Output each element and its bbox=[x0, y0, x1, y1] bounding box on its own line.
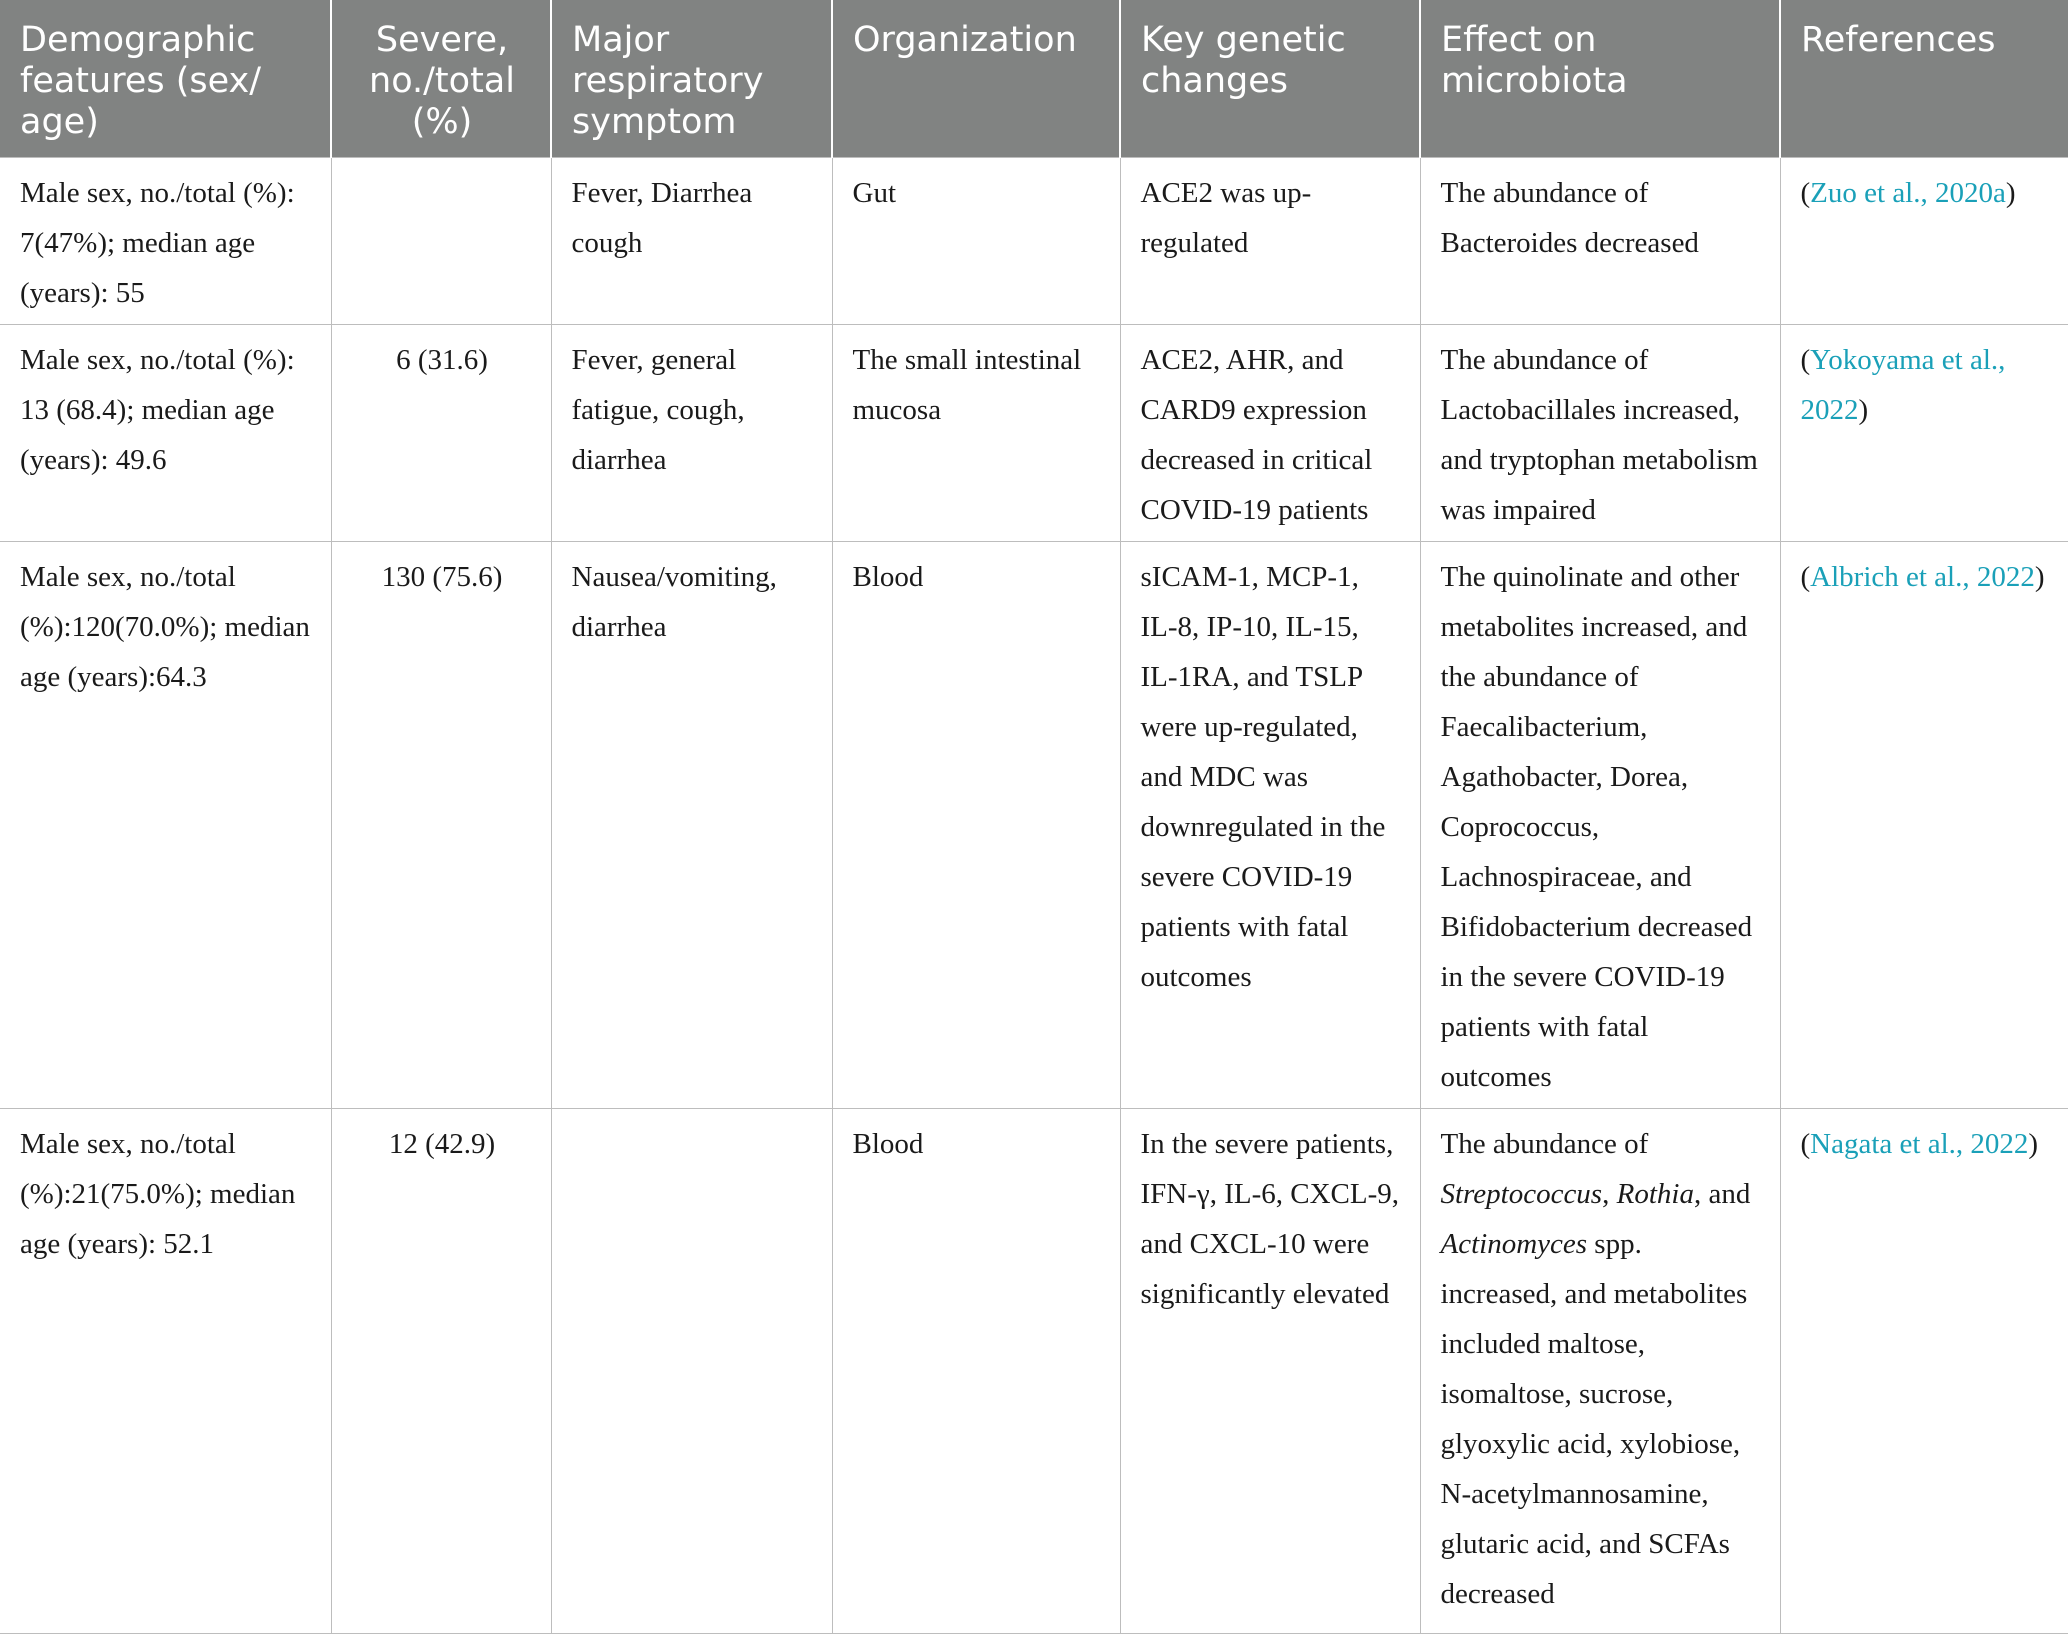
paren-close: ) bbox=[2028, 1127, 2039, 1160]
reference-link[interactable]: Zuo et al., 2020a bbox=[1810, 176, 2006, 209]
paren-open: ( bbox=[1800, 343, 1811, 376]
header-references: References bbox=[1780, 0, 2068, 157]
header-severe: Severe, no./total (%) bbox=[331, 0, 551, 157]
reference-link[interactable]: Albrich et al., 2022 bbox=[1810, 560, 2035, 593]
cell-severe: 12 (42.9) bbox=[331, 1108, 551, 1633]
cell-reference bbox=[1780, 324, 2068, 541]
cell-reference bbox=[1780, 157, 2068, 324]
reference-link[interactable]: Nagata et al., 2022 bbox=[1810, 1127, 2029, 1160]
cell-symptom: Nausea/vomiting, diarrhea bbox=[551, 541, 832, 1108]
cell-microbiota: The abundance of Lactobacillales increased, and tryptophan metabolism was impaired bbox=[1420, 324, 1780, 541]
table-row bbox=[0, 541, 2068, 1108]
cell-severe bbox=[331, 157, 551, 324]
header-genetic: Key genetic changes bbox=[1120, 0, 1420, 157]
paren-open: ( bbox=[1800, 560, 1811, 593]
cell-organization: Gut bbox=[832, 157, 1120, 324]
taxon-name: Rothia bbox=[1616, 1177, 1694, 1210]
cell-microbiota: The abundance of Bacteroides decreased bbox=[1420, 157, 1780, 324]
header-microbiota: Effect on microbiota bbox=[1420, 0, 1780, 157]
header-demographic: Demographic features (sex/ age) bbox=[0, 0, 331, 157]
cell-severe: 130 (75.6) bbox=[331, 541, 551, 1108]
header-organization: Organization bbox=[832, 0, 1120, 157]
microbiota-text: spp. increased, and metabolites included maltose, isomaltose, sucrose, glyoxylic acid, xylobiose, N-acetylmannosamine, glutaric acid, and SCFAs decreased bbox=[1440, 1227, 1748, 1610]
paren-open: ( bbox=[1800, 1127, 1811, 1160]
cell-genetic: sICAM-1, MCP-1, IL-8, IP-10, IL-15, IL-1RA, and TSLP were up-regulated, and MDC was downregulated in the severe COVID-19 patients with fatal outcomes bbox=[1120, 541, 1420, 1108]
cell-organization: Blood bbox=[832, 1108, 1120, 1633]
header-symptom: Major respiratory symptom bbox=[551, 0, 832, 157]
taxon-name: Actinomyces bbox=[1440, 1227, 1588, 1260]
table-body bbox=[0, 157, 2068, 1633]
cell-demographic: Male sex, no./total (%):120(70.0%); median age (years):64.3 bbox=[0, 541, 331, 1108]
cell-genetic: ACE2, AHR, and CARD9 expression decreased in critical COVID-19 patients bbox=[1120, 324, 1420, 541]
cell-genetic: ACE2 was up-regulated bbox=[1120, 157, 1420, 324]
table-header bbox=[0, 0, 2068, 157]
paren-open: ( bbox=[1800, 176, 1811, 209]
cell-demographic: Male sex, no./total (%): 7(47%); median age (years): 55 bbox=[0, 157, 331, 324]
cell-genetic: In the severe patients, IFN-γ, IL-6, CXCL-9, and CXCL-10 were significantly elevated bbox=[1120, 1108, 1420, 1633]
cell-organization: The small intestinal mucosa bbox=[832, 324, 1120, 541]
table-row bbox=[0, 1108, 2068, 1633]
cell-organization: Blood bbox=[832, 541, 1120, 1108]
cell-reference bbox=[1780, 1108, 2068, 1633]
taxon-name: Streptococcus bbox=[1440, 1177, 1603, 1210]
microbiota-text: , and bbox=[1693, 1177, 1751, 1210]
cell-symptom bbox=[551, 1108, 832, 1633]
header-row bbox=[0, 0, 2068, 157]
reference-link[interactable]: Yokoyama et al., 2022 bbox=[1800, 343, 2006, 426]
paren-close: ) bbox=[2005, 176, 2016, 209]
table-row bbox=[0, 324, 2068, 541]
microbiota-text: , bbox=[1602, 1177, 1617, 1210]
paren-close: ) bbox=[1858, 393, 1869, 426]
cell-microbiota: The quinolinate and other metabolites increased, and the abundance of Faecalibacterium, Agathobacter, Dorea, Coprococcus, Lachnospiraceae, and Bifidobacterium decreased in the severe COVID-19 patients with fatal outcomes bbox=[1420, 541, 1780, 1108]
cell-symptom: Fever, Diarrhea cough bbox=[551, 157, 832, 324]
cell-reference bbox=[1780, 541, 2068, 1108]
paren-close: ) bbox=[2034, 560, 2045, 593]
cell-microbiota bbox=[1420, 1108, 1780, 1633]
microbiota-text: The abundance of bbox=[1440, 1127, 1649, 1160]
cell-symptom: Fever, general fatigue, cough, diarrhea bbox=[551, 324, 832, 541]
table-row bbox=[0, 157, 2068, 324]
cell-demographic: Male sex, no./total (%): 13 (68.4); median age (years): 49.6 bbox=[0, 324, 331, 541]
cell-severe: 6 (31.6) bbox=[331, 324, 551, 541]
cell-demographic: Male sex, no./total (%):21(75.0%); median age (years): 52.1 bbox=[0, 1108, 331, 1633]
